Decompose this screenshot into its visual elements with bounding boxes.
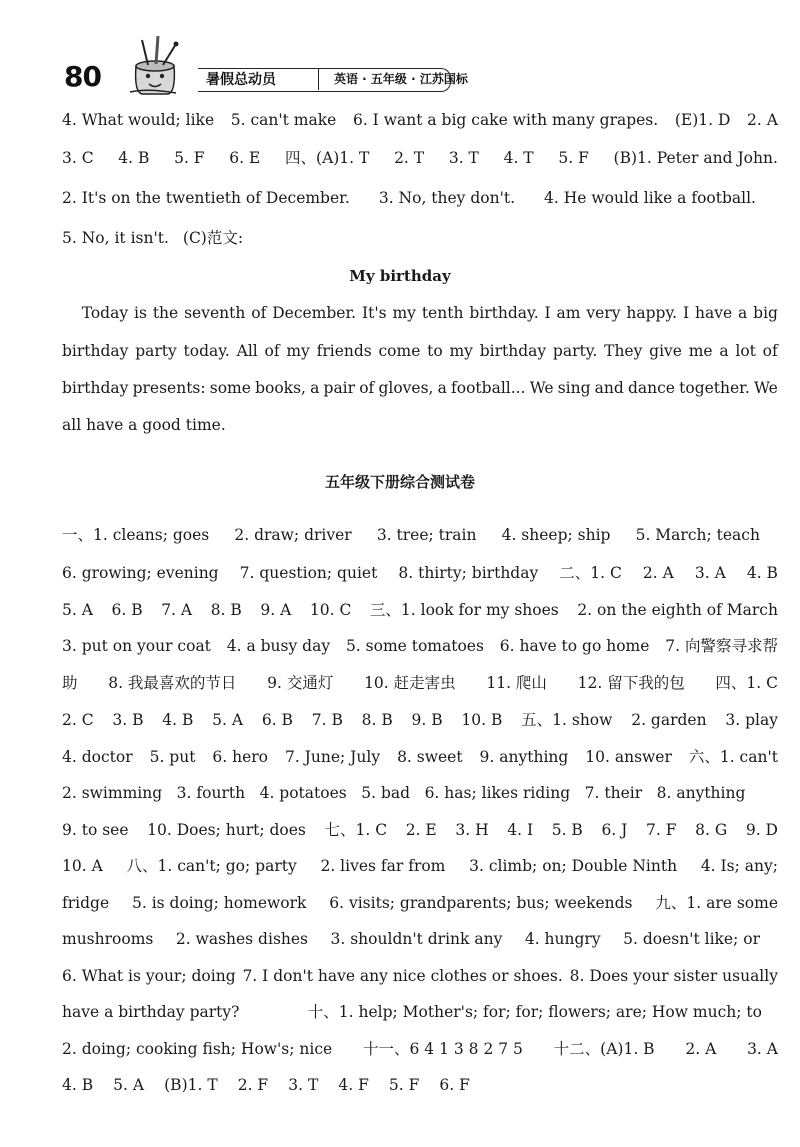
- answer-line: 2. swimming 3. fourth 4. potatoes 5. bad 6. has; likes riding 7. their 8. anything: [62, 784, 746, 802]
- answer-line: 4. doctor 5. put 6. hero 7. June; July 8. sweet 9. anything 10. answer 六、1. can't: [62, 748, 778, 766]
- answer-line: 4. B 5. A (B)1. T 2. F 3. T 4. F 5. F 6. F: [62, 1076, 470, 1094]
- answer-line: mushrooms 2. washes dishes 3. shouldn't drink any 4. hungry 5. doesn't like; or: [62, 930, 760, 948]
- answer-line: 3. put on your coat 4. a busy day 5. some tomatoes 6. have to go home 7. 向警察寻求帮: [62, 637, 778, 655]
- page-header: [58, 58, 742, 94]
- header-divider: [318, 68, 331, 90]
- essay-line: Today is the seventh of December. It's my tenth birthday. I am very happy. I have a big: [62, 304, 778, 322]
- answer-line: 6. growing; evening 7. question; quiet 8. thirty; birthday 二、1. C 2. A 3. A 4. B: [62, 564, 778, 582]
- answer-line: 4. What would; like 5. can't make 6. I want a big cake with many grapes. (E)1. D 2. A: [62, 111, 778, 129]
- answer-line: fridge 5. is doing; homework 6. visits; grandparents; bus; weekends 九、1. are some: [62, 894, 778, 912]
- answer-line: 助 8. 我最喜欢的节日 9. 交通灯 10. 赶走害虫 11. 爬山 12. 留下我的包 四、1. C: [62, 674, 778, 692]
- page-number: 80: [64, 60, 101, 93]
- answer-line: 10. A 八、1. can't; go; party 2. lives far from 3. climb; on; Double Ninth 4. Is; any;: [62, 857, 778, 875]
- pencil-cup-mascot-icon: [118, 36, 198, 96]
- answer-line: 一、1. cleans; goes 2. draw; driver 3. tree; train 4. sheep; ship 5. March; teach: [62, 526, 760, 544]
- essay-title: My birthday: [349, 267, 451, 285]
- essay-line: birthday presents: some books, a pair of gloves, a football... We sing and dance together. We: [62, 379, 778, 397]
- essay-line: all have a good time.: [62, 416, 226, 434]
- section-title: 五年级下册综合测试卷: [324, 473, 475, 491]
- series-title: 暑假总动员: [206, 72, 276, 88]
- answer-line: have a birthday party? 十、1. help; Mother's; for; for; flowers; are; How much; to: [62, 1003, 762, 1021]
- answer-line: 5. No, it isn't. (C)范文:: [62, 229, 244, 247]
- answer-line: 2. C 3. B 4. B 5. A 6. B 7. B 8. B 9. B 10. B 五、1. show 2. garden 3. play: [62, 711, 778, 729]
- answer-line: 6. What is your; doing 7. I don't have any nice clothes or shoes. 8. Does your sister usually: [62, 967, 778, 985]
- answer-line: 2. doing; cooking fish; How's; nice 十一、6 4 1 3 8 2 7 5 十二、(A)1. B 2. A 3. A: [62, 1040, 778, 1058]
- answer-line: 3. C 4. B 5. F 6. E 四、(A)1. T 2. T 3. T 4. T 5. F (B)1. Peter and John.: [62, 149, 778, 167]
- book-info: 英语 · 五年级 · 江苏国标: [334, 72, 468, 86]
- answer-line: 2. It's on the twentieth of December. 3. No, they don't. 4. He would like a football.: [62, 189, 756, 207]
- answer-line: 5. A 6. B 7. A 8. B 9. A 10. C 三、1. look for my shoes 2. on the eighth of March: [62, 601, 778, 619]
- essay-line: birthday party today. All of my friends come to my birthday party. They give me a lot of: [62, 342, 778, 360]
- answer-line: 9. to see 10. Does; hurt; does 七、1. C 2. E 3. H 4. I 5. B 6. J 7. F 8. G 9. D: [62, 821, 778, 839]
